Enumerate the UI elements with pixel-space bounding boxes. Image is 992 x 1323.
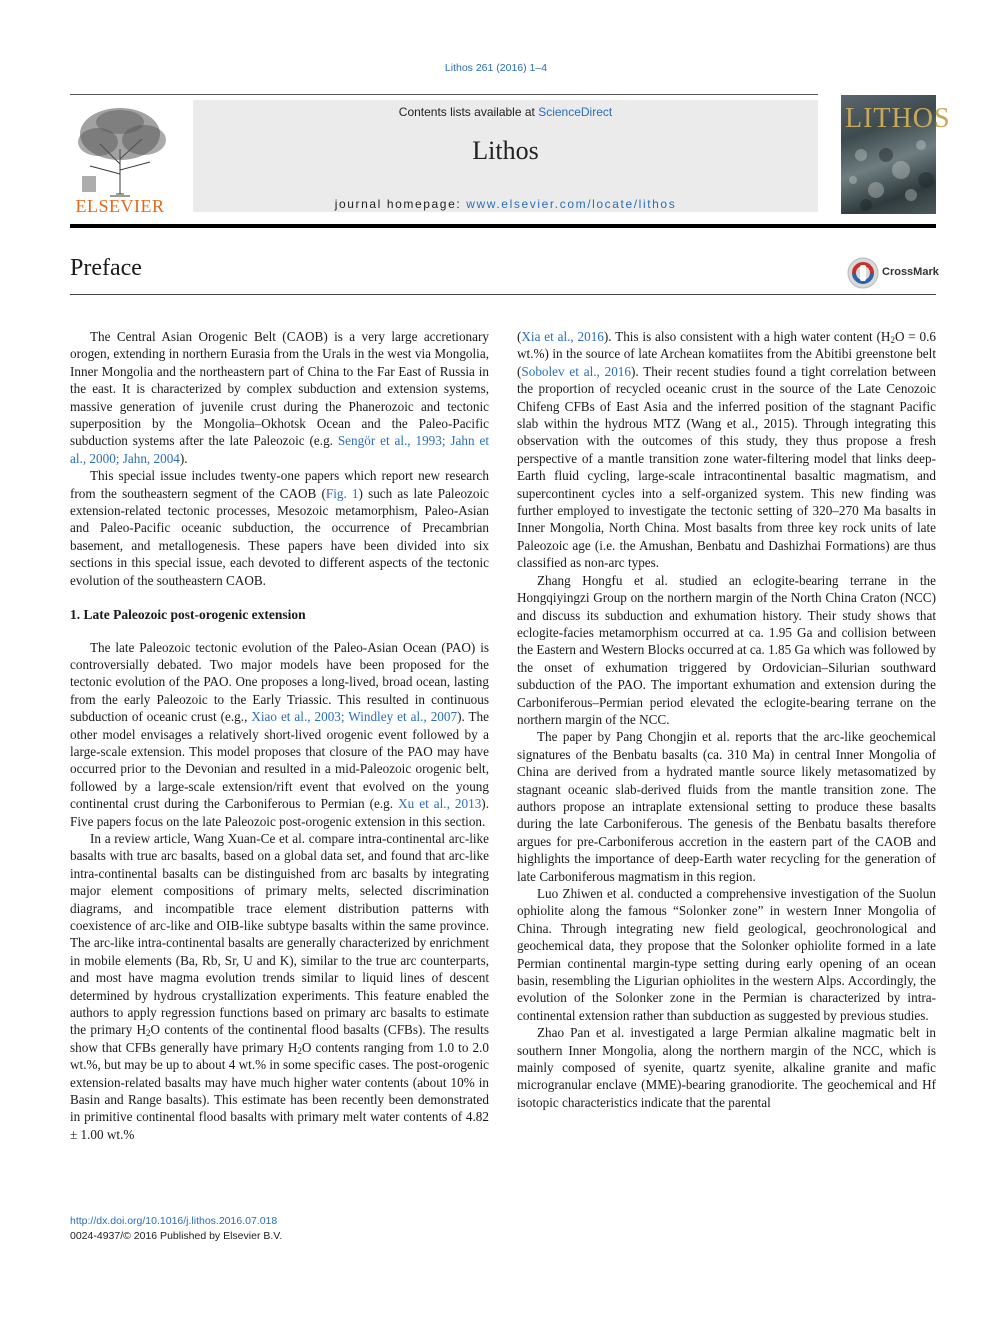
section1-paragraph-4: Zhang Hongfu et al. studied an eclogite-bearing terrane in the Hongqiyingzi Group on the northern margin of the North China Craton (NCC) and discuss its subduction and exhumation history. Their study shows that eclogite-facies metamorphism occurred at ca. 1.95 Ga and collision between the Eastern and Western Blocks occurred at ca. 1.85 Ga which was followed by the onset of exhumation triggered by Ordovician–Silurian southward subduction of the PAO. The important exhumation and extension during the Carboniferous–Permian period elevated the eclogite-bearing terrane on the northern margin of the NCC. [517,572,936,727]
contents-prefix: Contents lists available at [398,105,539,119]
homepage-prefix: journal homepage: [334,197,467,211]
sciencedirect-link[interactable]: ScienceDirect [538,105,613,119]
journal-homepage [193,197,818,211]
subscript-2: 2 [890,335,895,345]
section1-text-3pre: ( [517,329,522,344]
section1-text-3a: ). This is also consistent with a high water content (H [603,329,891,344]
cover-texture [841,95,936,214]
reference-link-xia[interactable]: Xia et al., 2016 [521,329,604,344]
homepage-link[interactable]: www.elsevier.com/locate/lithos [466,197,677,211]
section1-text-1c: ). Five papers focus on the late Paleozoic post-orogenic extension in this section. [70,796,489,829]
figure-link-fig1[interactable]: Fig. 1 [325,485,359,501]
header-rule-top [70,94,818,95]
article-type-heading: Preface [70,255,142,281]
reference-link-xiao[interactable]: Xiao et al., 2003; Windley et al., 2007 [251,709,458,725]
journal-citation[interactable]: Lithos 261 (2016) 1–4 [444,62,548,74]
journal-cover-image[interactable] [841,95,951,214]
section1-text-3c: ). Their recent studies found a tight correlation between the proportion of recycled oceanic crust in the source of the Late Cenozoic Chifeng CFBs of East Asia and the inferred position of the stagnant Pacific slab within the hydrous MTZ (Wang et al., 2015). Through integrating this observation with the outcomes of this study, they thus propose a fresh perspective of a mantle transition zone water-filtering model that links deep-Earth fluid cycling, large-scale intracontinental basaltic magmatism, and supercontinent cycles into a self-organized system. This new finding was further employed to investigate the tectonic setting of 320–270 Ma basalts in Inner Mongolia, North China. Most basalts from three key rock units of late Paleozoic age (i.e. the Amushan, Benbatu and Dashizhai Formations) are thus classified as non-arc types. [517,363,936,571]
crossmark-label[interactable]: CrossMark [882,266,939,278]
reference-link-xu[interactable]: Xu et al., 2013 [398,796,482,812]
section-heading-1: 1. Late Paleozoic post-orogenic extension [70,607,306,623]
section1-text-2b: O contents of the continental flood basalts (CFBs). The results show that CFBs generally have primary H [70,1022,489,1055]
intro-paragraph-2 [70,467,489,589]
intro-text-1b: ). [179,450,188,466]
section1-paragraph-5: The paper by Pang Chongjin et al. reports that the arc-like geochemical signatures of the Benbatu basalts (ca. 310 Ma) in central Inner Mongolia of China are derived from a hydrated mantle source likely metasomatized by stagnant oceanic slab-derived fluids from the mantle transition zone. The authors propose an intraplate extensional setting to produce these basalts during the late Carboniferous. The genesis of the Benbatu basalts therefore argues for pre-Carboniferous accretion in the eastern part of the CAOB and highlights the importance of deep-Earth water recycling for the generation of late Carboniferous magmatism in this region. [517,729,936,884]
section1-text-1b: ). The other model envisages a relatively short-lived orogenic event followed by a large-scale extension. This model proposes that closure of the PAO may have occurred prior to the Devonian and resulted in a mid-Paleozoic orogenic belt, followed by a large-scale extension/rift event that evolved on the young continental crust during the Carboniferous to Permian (e.g. [70,709,489,812]
section1-paragraph-7: Zhao Pan et al. investigated a large Permian alkaline magmatic belt in southern Inner Mongolia, along the northern margin of the NCC, which is mainly composed of syenite, quartz syenite, alkaline granite and mafic microgranular enclave (MME)-bearing granodiorite. The geochemical and Hf isotopic characteristics indicate that the parental [517,1025,936,1110]
section1-paragraph-6: Luo Zhiwen et al. conducted a comprehensive investigation of the Suolun ophiolite along the famous “Solonker zone” in western Inner Mongolia of China. Through integrating new field geological, geochronological and geochemical data, they propose that the Solonker ophiolite formed in a late Permian continental margin-type setting during early opening of an ocean basin, resembling the Ligurian ophiolites in the western Alps. Accordingly, the evolution of the Solonker zone in the Permian is characterized by intra-continental extension rather than subduction as suggested by previous studies. [517,886,936,1023]
reference-link-sengor[interactable]: Sengör et al., 1993; Jahn et al., 2000; Jahn, 2004 [70,433,489,466]
header-rule-thick [70,224,936,228]
publisher-name: ELSEVIER [75,196,165,216]
crossmark-icon[interactable] [846,256,880,290]
copyright-line: 0024-4937/© 2016 Published by Elsevier B.V. [70,1229,283,1242]
body-column-left [70,328,489,1143]
doi-link[interactable]: http://dx.doi.org/10.1016/j.lithos.2016.07.018 [70,1215,278,1227]
page-footer [70,1214,282,1243]
title-rule [70,294,936,295]
section1-text-1a: The late Paleozoic tectonic evolution of the Paleo-Asian Ocean (PAO) is controversially debated. Two major models have been proposed for the tectonic evolution of the PAO. One proposes a long-lived, broad ocean, lasting from the early Paleozoic to the Early Triassic. This resulted in continuous subduction of oceanic crust (e.g., [70,639,489,725]
contents-availability [193,105,818,119]
section1-paragraph-1 [70,639,489,830]
subscript-2: 2 [297,1045,302,1056]
section1-text-2c: O contents ranging from 1.0 to 2.0 wt.%, but may be up to about 4 wt.% in some specific cases. The post-orogenic extension-related basalts may have much higher water contents (about 10% in Basin and Range basalts). This estimate has been recently been demonstrated in primitive continental flood basalts with primary melt water contents of 4.82 ± 1.00 wt.% [70,1039,489,1142]
intro-text-1a: The Central Asian Orogenic Belt (CAOB) is a very large accretionary orogen, extending in northern Eurasia from the Urals in the west via Mongolia, Inner Mongolia and the northeastern part of China to the Far East of Russia in the east. It is characterized by complex subduction and extension systems, massive generation of juvenile crust during the Phanerozoic and tectonic superposition by the Mongolia–Okhotsk Ocean and the Paleo-Pacific subduction systems after the late Paleozoic (e.g. [70,329,489,449]
intro-text-2a: This special issue includes twenty-one papers which report new research from the southeastern segment of the CAOB ( [70,468,489,501]
journal-title: Lithos [472,136,539,165]
cover-title: LITHOS [845,103,951,134]
body-column-right [517,328,936,1111]
subscript-2: 2 [146,1028,151,1039]
section1-paragraph-3 [517,328,936,572]
reference-link-sobolev[interactable]: Sobolev et al., 2016 [521,363,631,379]
section1-paragraph-2 [70,830,489,1143]
intro-paragraph-1 [70,328,489,467]
section1-text-3b: O = 0.6 wt.%) in the source of late Archean komatiites from the Abitibi greenstone belt ( [517,329,937,379]
intro-text-2b: ) such as late Paleozoic extension-related tectonic processes, Mesozoic metamorphism, Paleo-Asian and Paleo-Pacific oceanic subduction, the occurrence of Precambrian basement, and metallogenesis. These papers have been divided into six sections in this special issue, each devoted to different aspects of the tectonic evolution of the southeastern CAOB. [70,485,489,588]
section1-text-2a: In a review article, Wang Xuan-Ce et al. compare intra-continental arc-like basalts with true arc basalts, based on a global data set, and found that arc-like intra-continental basalts can be distinguished from arc basalts by integrating major element compositions of primary melts, selected discrimination diagrams, and incompatible trace element distribution patterns with coexistence of arc-like and OIB-like subtype basalts within the same province. The arc-like intra-continental basalts are generally characterized by enrichment in mobile elements (Ba, Rb, Sr, U and K), similar to the true arc counterparts, and most have magma evolution trends similar to liquid lines of descent determined by hydrous crystallization experiments. This feature enabled the authors to apply regression functions based on primary arc basalts to estimate the primary H [70,830,489,1038]
